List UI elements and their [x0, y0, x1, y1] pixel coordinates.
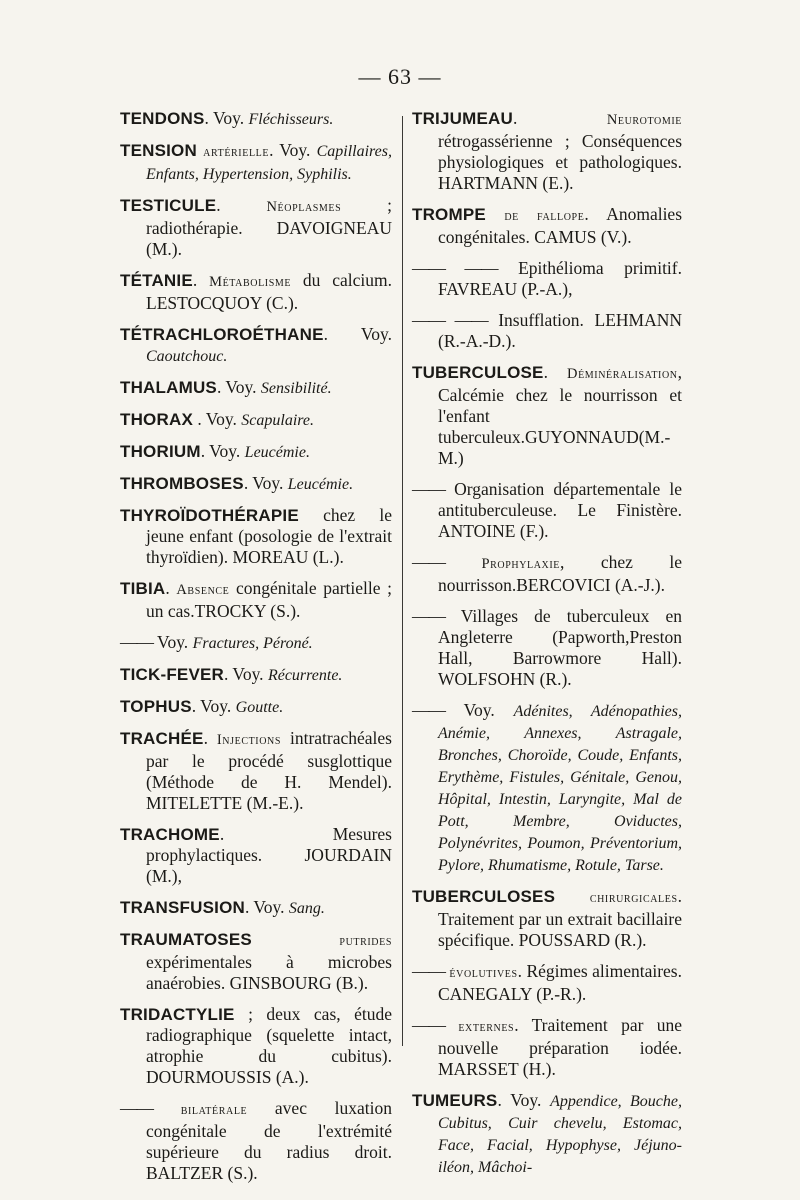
- index-entry: [412, 108, 682, 194]
- entry-text: intratrachéales par le procédé susglottique (Méthode de H. Mendel). MITELETTE (M.-E.).: [146, 728, 392, 813]
- left-column: [120, 108, 392, 1194]
- index-entry: [120, 441, 392, 463]
- index-entry: [120, 195, 392, 260]
- index-entry: [120, 140, 392, 185]
- entry-ditto-dash: ——: [412, 1015, 445, 1035]
- entry-reference: Sang.: [288, 900, 325, 917]
- entry-text: Villages de tuberculeux en Angleterre (Papworth,Preston Hall, Barrowmore Hall). WOLFSOHN (R.).: [438, 606, 682, 689]
- index-entry: [120, 929, 392, 994]
- entry-text: . Voy.: [244, 897, 289, 917]
- entry-text: [153, 1098, 181, 1118]
- entry-headword: THYROÏDOTHÉRAPIE: [120, 506, 299, 525]
- entry-subheading: Injections: [216, 732, 282, 748]
- index-entry: [412, 479, 682, 542]
- index-entry: [412, 362, 682, 469]
- page-number: — 63 —: [358, 64, 442, 89]
- entry-text: . Voy.: [192, 409, 242, 429]
- entry-headword: TUMEURS: [412, 1091, 498, 1110]
- entry-text: [445, 1015, 458, 1035]
- entry-text: congénitale partielle ; un cas.TROCKY (S.).: [146, 578, 392, 621]
- entry-reference: Sensibilité.: [260, 380, 332, 397]
- entry-text: Voy.: [445, 700, 514, 720]
- entry-text: expérimentales à microbes anaérobies. GINSBOURG (B.).: [146, 952, 392, 993]
- entry-reference: Capillaires, Enfants, Hypertension, Syphilis.: [146, 143, 392, 183]
- entry-subheading: Déminéralisation: [567, 366, 678, 382]
- entry-text: . Traitement par un extrait bacillaire spécifique. POUSSARD (R.).: [438, 886, 682, 950]
- entry-reference: Fléchisseurs.: [248, 111, 334, 128]
- entry-reference: Leucémie.: [244, 444, 310, 461]
- index-entry: [412, 310, 682, 352]
- entry-text: .: [216, 195, 267, 215]
- entry-reference: Leucémie.: [287, 476, 354, 493]
- entry-text: [486, 204, 504, 224]
- entry-text: . Régimes alimentaires. CANEGALY (P.-R.).: [438, 961, 682, 1004]
- entry-text: [445, 552, 481, 572]
- entry-text: [252, 929, 339, 949]
- entry-subheading: Absence: [176, 582, 230, 598]
- entry-reference: Fractures, Péroné.: [192, 635, 313, 652]
- entry-subheading: artérielle: [203, 144, 270, 160]
- index-entry: [412, 204, 682, 248]
- entry-ditto-dash: ——: [120, 632, 153, 652]
- entry-subheading: Néoplasmes: [266, 199, 342, 215]
- entry-headword: TUBERCULOSE: [412, 363, 544, 382]
- entry-text: Insufflation. LEHMANN (R.-A.-D.).: [438, 310, 683, 351]
- index-entry: [120, 409, 392, 431]
- entry-text: ; deux cas, étude radiographique (squelette intact, atrophie du cubitus). DOURMOUSSIS (A.).: [146, 1004, 392, 1087]
- entry-text: . Anomalies congénitales. CAMUS (V.).: [438, 204, 683, 247]
- entry-text: Organisation départementale le antituberculeuse. Le Finistère. ANTOINE (F.).: [438, 479, 682, 541]
- entry-headword: TÉTANIE: [120, 271, 193, 290]
- entry-text: . Voy.: [216, 377, 261, 397]
- entry-text: .: [203, 728, 217, 748]
- entry-text: . Traitement par une nouvelle préparation iodée. MARSSET (H.).: [438, 1015, 682, 1079]
- column-divider: [402, 116, 403, 1046]
- entry-reference: Goutte.: [235, 699, 284, 716]
- entry-headword: TUBERCULOSES: [412, 887, 556, 906]
- entry-headword: TESTICULE: [120, 196, 217, 215]
- entry-reference: Scapulaire.: [241, 412, 315, 429]
- index-entry: [120, 578, 392, 622]
- entry-subheading: externes: [458, 1019, 515, 1035]
- entry-headword: TOPHUS: [120, 697, 192, 716]
- entry-text: , chez le nourrisson.BERCOVICI (A.-J.).: [438, 552, 683, 595]
- entry-text: , Calcémie chez le nourrisson et l'enfant tuberculeux.GUYONNAUD(M.-M.): [438, 362, 682, 468]
- entry-text: avec luxation congénitale de l'extrémité supérieure du radius droit. BALTZER (S.).: [146, 1098, 393, 1183]
- entry-headword: TENSION: [120, 141, 197, 160]
- index-entry: [412, 886, 682, 951]
- entry-subheading: bilatérale: [180, 1102, 248, 1118]
- entry-ditto-dash: ——: [412, 479, 445, 499]
- entry-text: .: [543, 362, 567, 382]
- entry-subheading: putrides: [339, 933, 392, 949]
- entry-subheading: Métabolisme: [209, 274, 292, 290]
- index-entry: [412, 258, 682, 300]
- entry-reference: Adénites, Adénopathies, Anémie, Annexes, Astragale, Bronches, Choroïde, Coude, Enfants, Erythème, Fistules, Génitale, Genou, Hôpital, Intestin, Laryngite, Mal de Pott, Membre, Oviductes, Polynévrites, Poumon, Préventorium, Pylore, Rhumatisme, Rotule, Tarse.: [438, 703, 682, 874]
- entry-text: Voy.: [153, 632, 193, 652]
- entry-text: ; radiothérapie. DAVOIGNEAU (M.).: [146, 195, 392, 259]
- entry-headword: TRAUMATOSES: [120, 930, 252, 949]
- entry-headword: TICK-FEVER: [120, 665, 224, 684]
- entry-text: . Voy.: [204, 108, 249, 128]
- entry-headword: TENDONS: [120, 109, 205, 128]
- index-entry: [412, 1090, 682, 1178]
- index-entry: [412, 700, 682, 876]
- index-entry: [120, 1098, 392, 1184]
- entry-headword: TRACHÉE: [120, 729, 204, 748]
- index-entry: [412, 606, 682, 690]
- entry-headword: TIBIA: [120, 579, 166, 598]
- entry-headword: THALAMUS: [120, 378, 217, 397]
- entry-text: .: [512, 108, 607, 128]
- entry-reference: Caoutchouc.: [146, 348, 228, 365]
- entry-headword: TRANSFUSION: [120, 898, 245, 917]
- entry-text: . Voy.: [323, 324, 392, 344]
- entry-ditto-dash: —— ——: [412, 310, 488, 330]
- entry-reference: Récurrente.: [267, 667, 343, 684]
- entry-text: [555, 886, 590, 906]
- entry-headword: THROMBOSES: [120, 474, 244, 493]
- index-entry: [120, 108, 392, 130]
- entry-subheading: de fallope: [504, 208, 585, 224]
- index-entry: [120, 505, 392, 568]
- index-entry: [120, 728, 392, 814]
- index-entry: [120, 473, 392, 495]
- entry-text: rétrogassérienne ; Conséquences physiologiques et pathologiques. HARTMANN (E.).: [438, 131, 682, 193]
- entry-subheading: chirurgicales: [589, 890, 678, 906]
- index-entry: [412, 552, 682, 596]
- entry-subheading: Prophylaxie: [481, 556, 561, 572]
- entry-headword: THORAX: [120, 410, 193, 429]
- entry-text: . Voy.: [497, 1090, 551, 1110]
- entry-text: Epithélioma primitif. FAVREAU (P.-A.),: [438, 258, 682, 299]
- entry-ditto-dash: ——: [120, 1098, 153, 1118]
- entry-text: . Voy.: [200, 441, 245, 461]
- index-entry: [120, 897, 392, 919]
- entry-headword: TRIDACTYLIE: [120, 1005, 235, 1024]
- entry-headword: TRACHOME: [120, 825, 220, 844]
- entry-headword: TRIJUMEAU: [412, 109, 513, 128]
- entry-reference: Appendice, Bouche, Cubitus, Cuir chevelu, Estomac, Face, Facial, Hypophyse, Jéjuno-iléon, Mâchoi-: [438, 1093, 683, 1176]
- entry-text: . Mesures prophylactiques. JOURDAIN (M.),: [146, 824, 392, 886]
- entry-headword: THORIUM: [120, 442, 201, 461]
- entry-ditto-dash: ——: [412, 961, 445, 981]
- index-entry: [120, 270, 392, 314]
- entry-ditto-dash: ——: [412, 606, 445, 626]
- entry-ditto-dash: ——: [412, 552, 445, 572]
- entry-text: . Voy.: [243, 473, 288, 493]
- entry-ditto-dash: —— ——: [412, 258, 498, 278]
- entry-subheading: Neurotomie: [606, 112, 682, 128]
- index-entry: [120, 324, 392, 367]
- index-entry: [120, 377, 392, 399]
- index-entry: [120, 632, 392, 654]
- entry-headword: TÉTRACHLOROÉTHANE: [120, 325, 324, 344]
- entry-ditto-dash: ——: [412, 700, 445, 720]
- index-entry: [120, 696, 392, 718]
- index-entry: [412, 1015, 682, 1080]
- entry-headword: TROMPE: [412, 205, 486, 224]
- right-column: [412, 108, 682, 1188]
- entry-text: . Voy.: [269, 140, 317, 160]
- entry-text: . Voy.: [191, 696, 236, 716]
- entry-text: .: [192, 270, 210, 290]
- entry-subheading: évolutives: [449, 965, 518, 981]
- index-entry: [412, 961, 682, 1005]
- index-entry: [120, 664, 392, 686]
- index-entry: [120, 824, 392, 887]
- entry-text: du calcium. LESTOCQUOY (C.).: [146, 270, 393, 313]
- entry-text: chez le jeune enfant (posologie de l'extrait thyroïdien). MOREAU (L.).: [146, 505, 392, 567]
- entry-text: .: [165, 578, 177, 598]
- entry-text: . Voy.: [224, 664, 268, 684]
- index-entry: [120, 1004, 392, 1088]
